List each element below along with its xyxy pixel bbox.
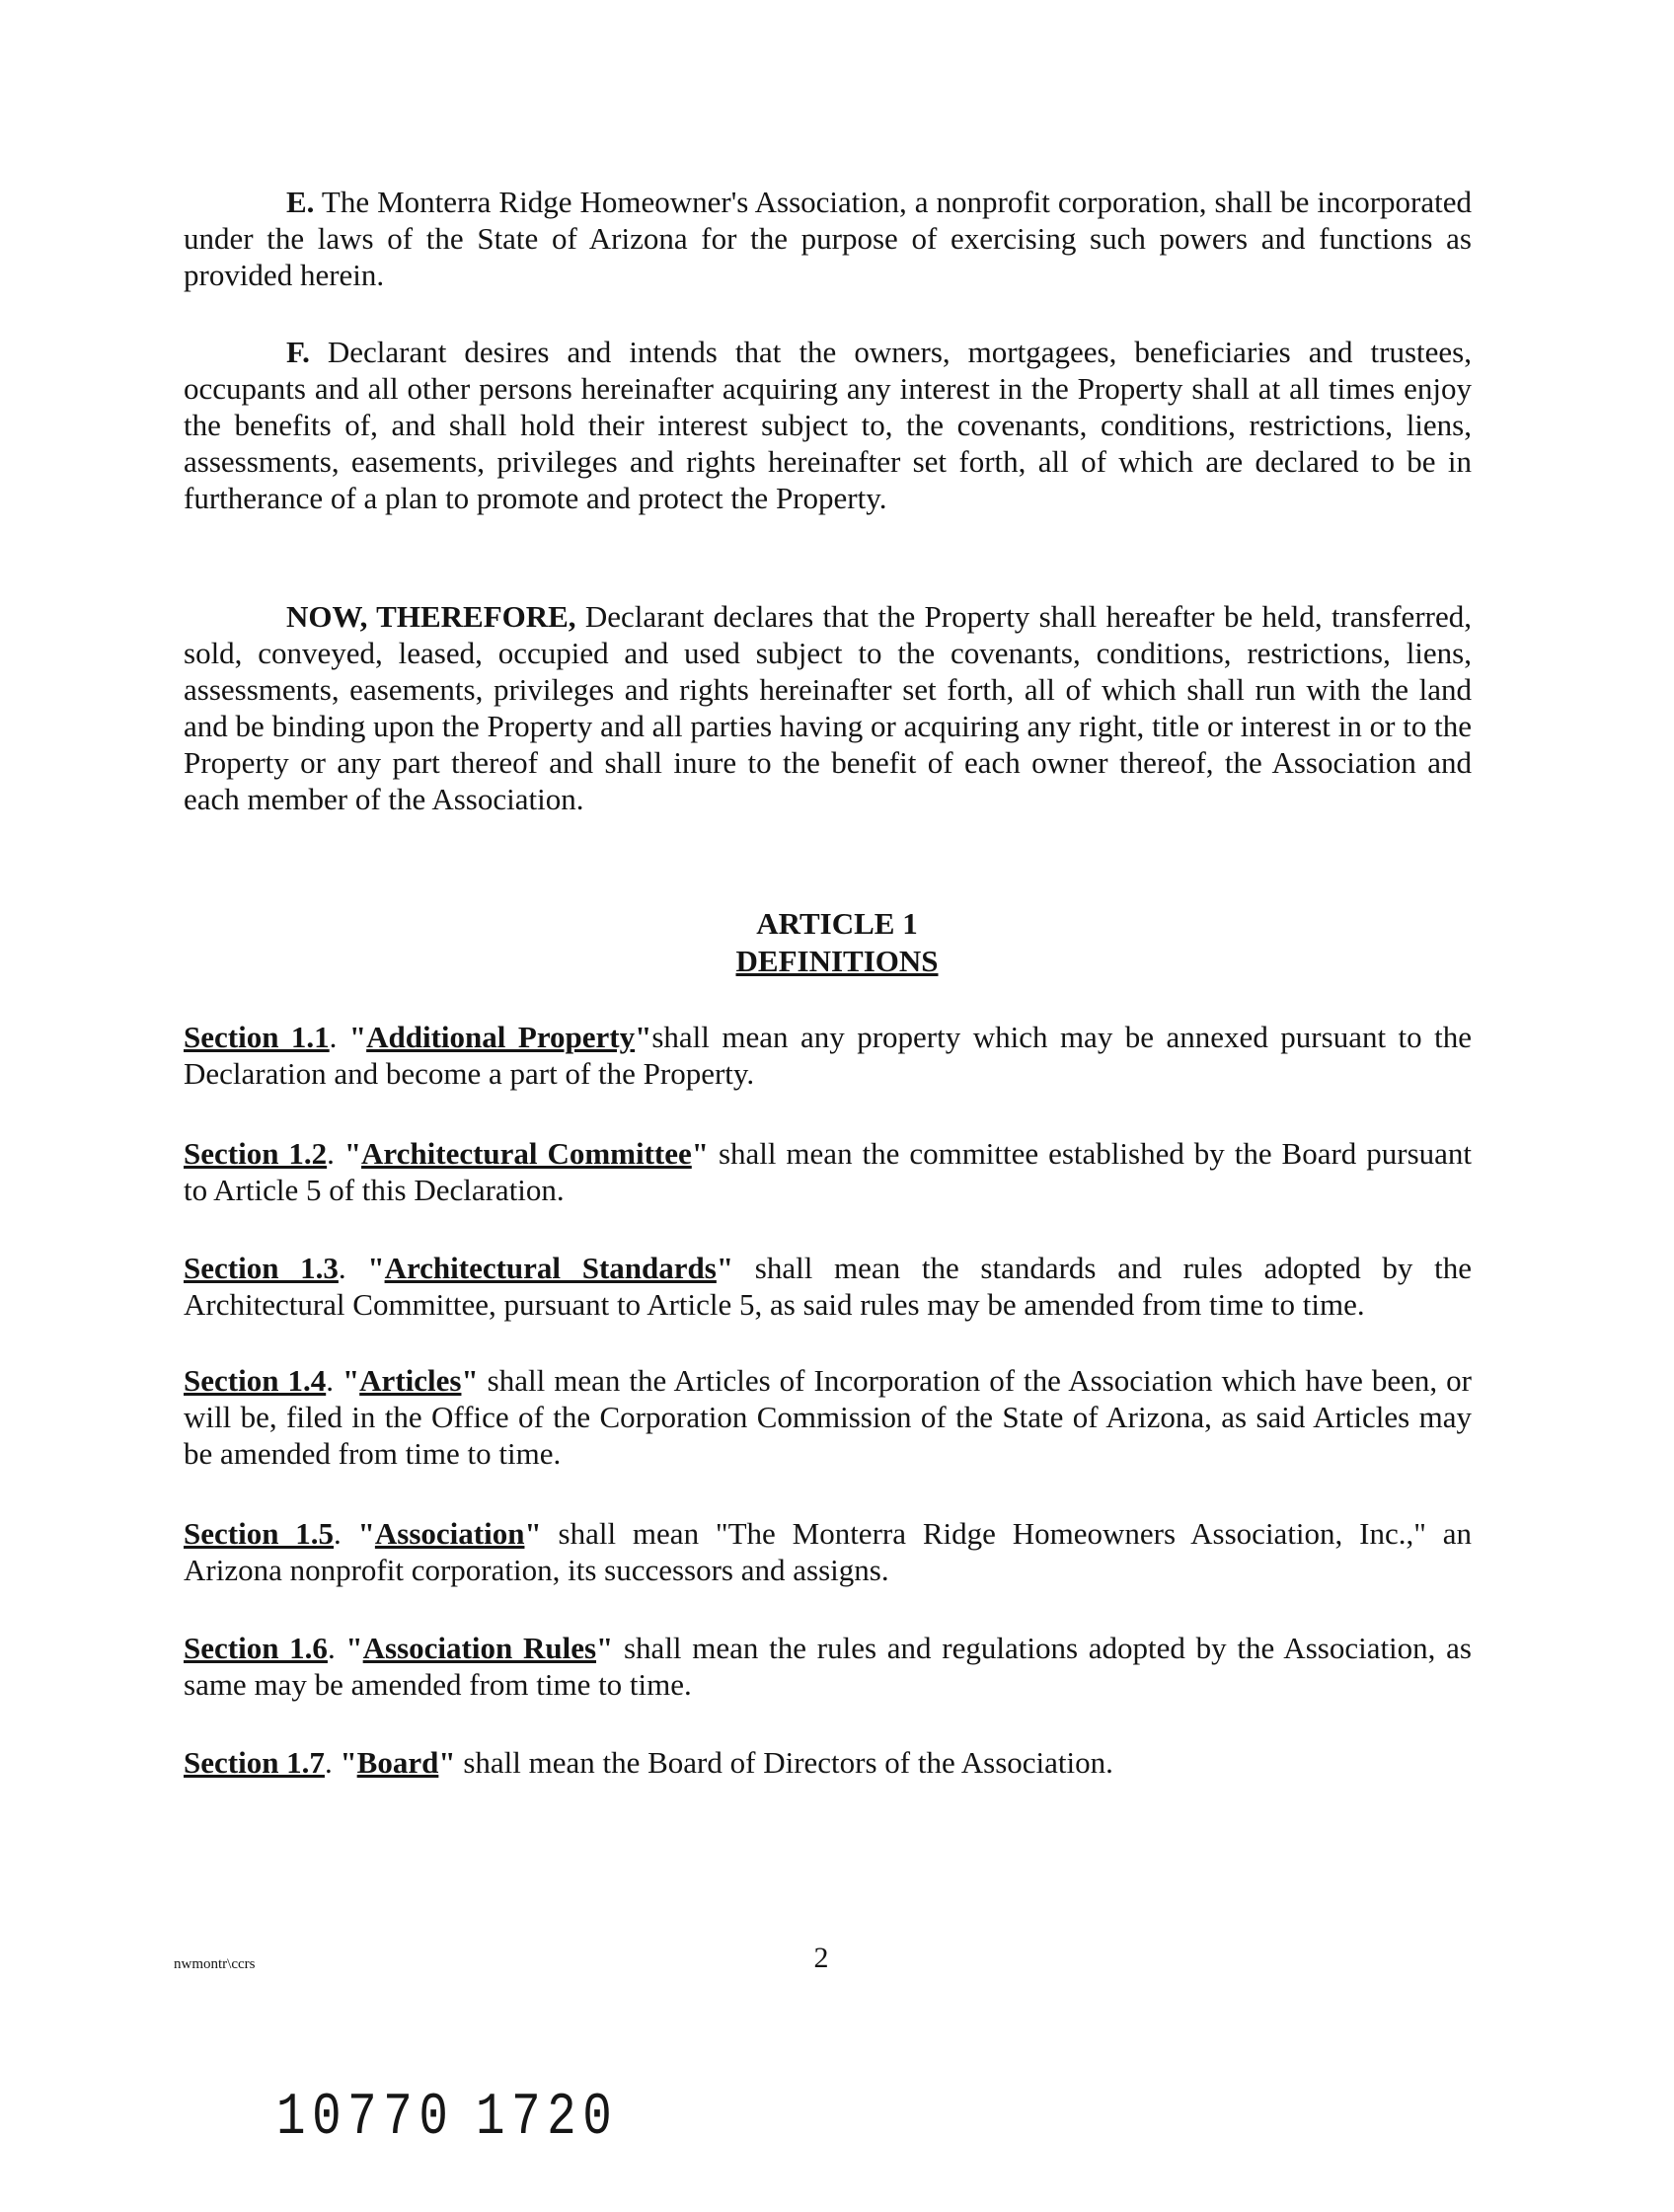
section-1-1: Section 1.1. "Additional Property"shall mean any property which may be annexed pursuant to the Declaration and become a part of the Property. <box>184 1020 1473 1091</box>
article-heading <box>0 905 1674 980</box>
section-text: shall mean "The Monterra Ridge Homeowners Association, Inc.," an Arizona nonprofit corporation, its successors and assigns. <box>184 1516 1473 1587</box>
section-text: shall mean the standards and rules adopted by the Architectural Committee, pursuant to Article 5, as said rules may be amended from time to time. <box>184 1251 1473 1322</box>
page-number: 2 <box>813 1942 829 1974</box>
document-code: nwmontr\ccrs <box>174 1956 256 1972</box>
section-text: shall mean the Articles of Incorporation of the Association which have been, or will be, filed in the Office of the Corporation Commission of the State of Arizona, as said Articles may be amended from time to time. <box>184 1363 1472 1471</box>
now-therefore-text: Declarant declares that the Property shall hereafter be held, transferred, sold, conveyed, leased, occupied and used subject to the covenants, conditions, restrictions, liens, assessments, easements, privileges and rights hereinafter set forth, all of which shall run with the land and be binding upon the Property and all parties having or acquiring any right, title or interest in or to the Property or any part thereof and shall inure to the benefit of each owner thereof, the Association and each member of the Association. <box>184 599 1472 816</box>
article-number: ARTICLE 1 <box>756 906 918 941</box>
section-1-6: Section 1.6. "Association Rules" shall mean the rules and regulations adopted by the Association, as same may be amended from time to time. <box>184 1631 1472 1702</box>
section-1-4: Section 1.4. "Articles" shall mean the Articles of Incorporation of the Association which have been, or will be, filed in the Office of the Corporation Commission of the State of Arizona, as said Articles may be amended from time to time. <box>184 1363 1472 1471</box>
section-label: Section 1.7 <box>184 1745 325 1780</box>
defined-term: "Articles" <box>333 1363 479 1398</box>
recital-e <box>184 184 1472 293</box>
section-text: shall mean the committee established by the Board pursuant to Article 5 of this Declaration. <box>184 1136 1473 1207</box>
recital-text: Declarant desires and intends that the owners, mortgagees, beneficiaries and trustees, occupants and all other persons hereinafter acquiring any interest in the Property shall at all times enjoy the benefits of, and shall hold their interest subject to, the covenants, conditions, restrictions, liens, assessments, easements, privileges and rights hereinafter set forth, all of which are declared to be in furtherance of a plan to promote and protect the Property. <box>184 335 1472 515</box>
now-therefore-lead: NOW, THEREFORE, <box>286 599 576 634</box>
section-text: shall mean the rules and regulations adopted by the Association, as same may be amended from time to time. <box>184 1631 1472 1702</box>
section-label: Section 1.4 <box>184 1363 327 1398</box>
recital-text: The Monterra Ridge Homeowner's Association, a nonprofit corporation, shall be incorporated under the laws of the State of Arizona for the purpose of exercising such powers and functions as provided herein. <box>184 185 1472 292</box>
recording-docket-number: 10770 <box>276 2085 455 2152</box>
section-text: shall mean the Board of Directors of the Association. <box>455 1745 1113 1780</box>
section-1-5: Section 1.5. "Association" shall mean "The Monterra Ridge Homeowners Association, Inc.," an Arizona nonprofit corporation, its successors and assigns. <box>184 1516 1473 1587</box>
defined-term: "Association" <box>341 1516 542 1551</box>
section-1-7: Section 1.7. "Board" shall mean the Board of Directors of the Association. <box>184 1745 1113 1780</box>
defined-term: "Architectural Committee" <box>334 1136 709 1171</box>
section-label: Section 1.3 <box>184 1251 339 1285</box>
recital-letter: F. <box>286 335 310 369</box>
defined-term: "Board" <box>332 1745 456 1780</box>
defined-term: "Architectural Standards" <box>345 1251 734 1285</box>
recording-page-number: 1720 <box>476 2085 619 2152</box>
section-label: Section 1.1 <box>184 1020 330 1054</box>
defined-term: "Additional Property" <box>337 1020 652 1054</box>
article-title: DEFINITIONS <box>735 944 939 978</box>
section-label: Section 1.2 <box>184 1136 328 1171</box>
now-therefore-paragraph <box>184 598 1472 817</box>
section-text: shall mean any property which may be annexed pursuant to the Declaration and become a part of the Property. <box>184 1020 1473 1091</box>
recital-f <box>184 334 1472 516</box>
defined-term: "Association Rules" <box>335 1631 614 1665</box>
section-1-2: Section 1.2. "Architectural Committee" shall mean the committee established by the Board pursuant to Article 5 of this Declaration. <box>184 1136 1473 1207</box>
recital-letter: E. <box>286 185 315 219</box>
section-label: Section 1.6 <box>184 1631 328 1665</box>
section-label: Section 1.5 <box>184 1516 335 1551</box>
section-1-3: Section 1.3. "Architectural Standards" shall mean the standards and rules adopted by the Architectural Committee, pursuant to Article 5, as said rules may be amended from time to time. <box>184 1251 1473 1322</box>
